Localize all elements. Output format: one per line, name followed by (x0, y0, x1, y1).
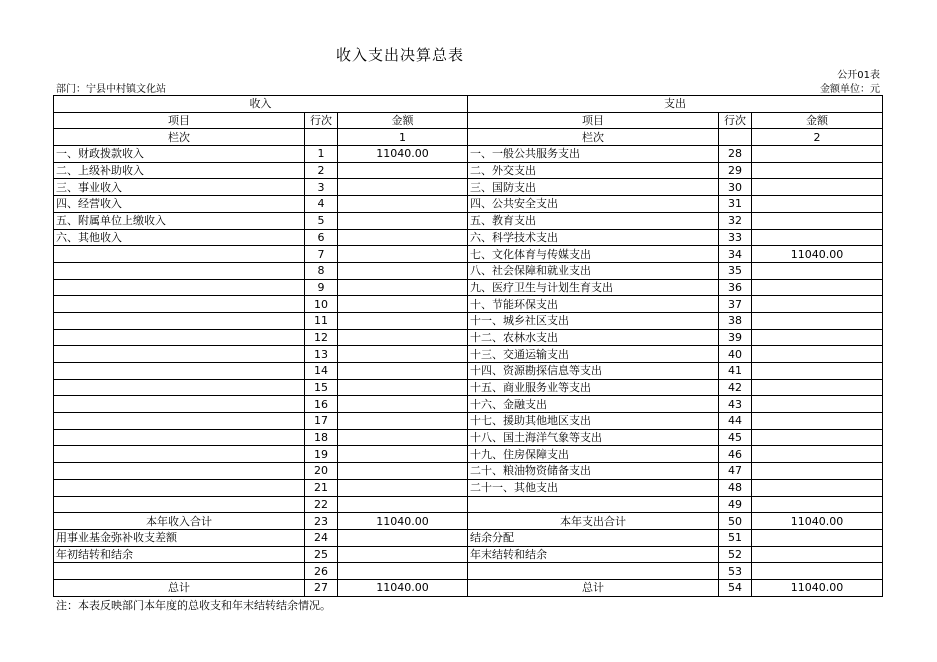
expense-amount-cell (752, 446, 883, 463)
table-row (54, 579, 883, 596)
expense-header: 支出 (468, 96, 883, 113)
unit-label: 金额单位：元 (820, 84, 880, 95)
table-row (54, 262, 883, 279)
expense-item-cell: 五、教育支出 (468, 212, 719, 229)
expense-amount-cell: 11040.00 (752, 513, 883, 530)
income-item-cell: 三、事业收入 (54, 179, 305, 196)
income-rowno-cell: 23 (305, 513, 338, 530)
income-rowno-cell: 13 (305, 346, 338, 363)
expense-amount-cell (752, 463, 883, 480)
income-rowno-cell: 26 (305, 563, 338, 580)
expense-rowno-cell: 29 (719, 162, 752, 179)
income-rowno-cell: 2 (305, 162, 338, 179)
expense-rowno-cell: 42 (719, 379, 752, 396)
expense-item-cell: 一、一般公共服务支出 (468, 146, 719, 163)
table-row (54, 279, 883, 296)
page-title: 收入支出决算总表 (335, 46, 464, 64)
expense-amount-cell: 11040.00 (752, 579, 883, 596)
department-label: 部门：宁县中村镇文化站 (56, 84, 166, 95)
expense-amount-cell (752, 179, 883, 196)
expense-rowno-cell: 36 (719, 279, 752, 296)
income-amount-cell (338, 346, 468, 363)
expense-item-cell: 二、外交支出 (468, 162, 719, 179)
expense-rowno-cell: 33 (719, 229, 752, 246)
income-item-cell: 年初结转和结余 (54, 546, 305, 563)
income-item-cell (54, 279, 305, 296)
expense-amount-cell (752, 279, 883, 296)
income-amount-cell (338, 429, 468, 446)
income-rowno-cell: 24 (305, 529, 338, 546)
expense-amount-cell (752, 429, 883, 446)
expense-item-cell: 十六、金融支出 (468, 396, 719, 413)
footnote: 注：本表反映部门本年度的总收支和年末结转结余情况。 (56, 599, 331, 612)
income-column-number: 1 (338, 129, 468, 146)
expense-rowno-cell: 38 (719, 312, 752, 329)
table-row (54, 529, 883, 546)
income-amount-cell (338, 196, 468, 213)
expense-rowno-cell: 52 (719, 546, 752, 563)
income-rowno-cell: 16 (305, 396, 338, 413)
expense-rowno-cell: 41 (719, 363, 752, 380)
income-amount-cell (338, 496, 468, 513)
income-amount-cell (338, 396, 468, 413)
income-item-cell: 总计 (54, 579, 305, 596)
expense-rowno-cell: 39 (719, 329, 752, 346)
income-rowno-cell: 6 (305, 229, 338, 246)
income-amount-cell (338, 546, 468, 563)
income-rowno-cell: 9 (305, 279, 338, 296)
expense-rowno-cell: 30 (719, 179, 752, 196)
expense-rowno-cell: 44 (719, 413, 752, 430)
expense-rowno-cell: 31 (719, 196, 752, 213)
income-amount-cell (338, 312, 468, 329)
expense-item-cell: 十八、国土海洋气象等支出 (468, 429, 719, 446)
income-rowno-cell: 4 (305, 196, 338, 213)
income-amount-cell (338, 529, 468, 546)
income-amount-cell (338, 463, 468, 480)
income-item-cell: 四、经营收入 (54, 196, 305, 213)
income-item-cell (54, 296, 305, 313)
income-column-blank (305, 129, 338, 146)
expense-amount-cell: 11040.00 (752, 246, 883, 263)
table-row (54, 146, 883, 163)
income-rowno-header: 行次 (305, 112, 338, 129)
expense-item-cell: 十九、住房保障支出 (468, 446, 719, 463)
expense-item-cell: 本年支出合计 (468, 513, 719, 530)
expense-item-cell: 二十、粮油物资储备支出 (468, 463, 719, 480)
expense-item-cell: 十五、商业服务业等支出 (468, 379, 719, 396)
income-rowno-cell: 22 (305, 496, 338, 513)
table-row (54, 312, 883, 329)
header-row-columns (54, 112, 883, 129)
income-expense-table (53, 95, 883, 597)
table-row (54, 396, 883, 413)
expense-rowno-header: 行次 (719, 112, 752, 129)
income-item-header: 项目 (54, 112, 305, 129)
income-amount-cell (338, 446, 468, 463)
expense-amount-cell (752, 346, 883, 363)
income-amount-cell (338, 379, 468, 396)
expense-item-cell: 结余分配 (468, 529, 719, 546)
income-item-cell: 二、上级补助收入 (54, 162, 305, 179)
income-rowno-cell: 10 (305, 296, 338, 313)
expense-amount-cell (752, 162, 883, 179)
income-item-cell (54, 463, 305, 480)
income-item-cell (54, 363, 305, 380)
expense-item-cell: 十三、交通运输支出 (468, 346, 719, 363)
expense-rowno-cell: 34 (719, 246, 752, 263)
income-item-cell (54, 262, 305, 279)
income-rowno-cell: 1 (305, 146, 338, 163)
income-rowno-cell: 8 (305, 262, 338, 279)
expense-item-cell: 年末结转和结余 (468, 546, 719, 563)
table-row (54, 162, 883, 179)
income-rowno-cell: 25 (305, 546, 338, 563)
income-amount-cell (338, 279, 468, 296)
income-amount-header: 金额 (338, 112, 468, 129)
income-rowno-cell: 17 (305, 413, 338, 430)
expense-rowno-cell: 28 (719, 146, 752, 163)
expense-column-number: 2 (752, 129, 883, 146)
expense-rowno-cell: 40 (719, 346, 752, 363)
expense-amount-cell (752, 529, 883, 546)
table-row (54, 563, 883, 580)
income-rowno-cell: 5 (305, 212, 338, 229)
income-column-label: 栏次 (54, 129, 305, 146)
income-item-cell (54, 446, 305, 463)
expense-item-cell: 十、节能环保支出 (468, 296, 719, 313)
expense-amount-header: 金额 (752, 112, 883, 129)
income-amount-cell: 11040.00 (338, 513, 468, 530)
expense-amount-cell (752, 196, 883, 213)
income-item-cell (54, 479, 305, 496)
expense-amount-cell (752, 379, 883, 396)
expense-item-header: 项目 (468, 112, 719, 129)
expense-item-cell: 八、社会保障和就业支出 (468, 262, 719, 279)
income-item-cell: 六、其他收入 (54, 229, 305, 246)
income-amount-cell: 11040.00 (338, 146, 468, 163)
expense-item-cell: 三、国防支出 (468, 179, 719, 196)
income-header: 收入 (54, 96, 468, 113)
income-rowno-cell: 3 (305, 179, 338, 196)
income-item-cell: 五、附属单位上缴收入 (54, 212, 305, 229)
income-rowno-cell: 27 (305, 579, 338, 596)
expense-rowno-cell: 48 (719, 479, 752, 496)
table-row (54, 496, 883, 513)
income-amount-cell (338, 162, 468, 179)
expense-column-blank (719, 129, 752, 146)
table-row (54, 479, 883, 496)
expense-rowno-cell: 49 (719, 496, 752, 513)
income-item-cell (54, 346, 305, 363)
income-item-cell (54, 329, 305, 346)
income-rowno-cell: 15 (305, 379, 338, 396)
expense-item-cell: 六、科学技术支出 (468, 229, 719, 246)
header-row-sections (54, 96, 883, 113)
income-rowno-cell: 12 (305, 329, 338, 346)
table-row (54, 246, 883, 263)
table-row (54, 446, 883, 463)
expense-item-cell: 十二、农林水支出 (468, 329, 719, 346)
income-amount-cell (338, 363, 468, 380)
expense-item-cell: 总计 (468, 579, 719, 596)
expense-rowno-cell: 51 (719, 529, 752, 546)
table-row (54, 363, 883, 380)
form-code: 公开01表 (837, 70, 880, 81)
expense-item-cell (468, 563, 719, 580)
header-row-column-index (54, 129, 883, 146)
income-item-cell (54, 396, 305, 413)
income-amount-cell (338, 479, 468, 496)
table-row (54, 229, 883, 246)
income-rowno-cell: 18 (305, 429, 338, 446)
income-amount-cell (338, 563, 468, 580)
table-row (54, 429, 883, 446)
income-item-cell (54, 379, 305, 396)
income-rowno-cell: 21 (305, 479, 338, 496)
expense-rowno-cell: 35 (719, 262, 752, 279)
income-rowno-cell: 20 (305, 463, 338, 480)
expense-item-cell: 十一、城乡社区支出 (468, 312, 719, 329)
table-row (54, 296, 883, 313)
expense-item-cell: 十四、资源勘探信息等支出 (468, 363, 719, 380)
income-amount-cell (338, 329, 468, 346)
expense-item-cell: 七、文化体育与传媒支出 (468, 246, 719, 263)
expense-amount-cell (752, 496, 883, 513)
expense-item-cell: 二十一、其他支出 (468, 479, 719, 496)
expense-amount-cell (752, 329, 883, 346)
expense-rowno-cell: 37 (719, 296, 752, 313)
table-row (54, 513, 883, 530)
income-item-cell (54, 429, 305, 446)
income-amount-cell (338, 413, 468, 430)
expense-rowno-cell: 43 (719, 396, 752, 413)
expense-item-cell: 四、公共安全支出 (468, 196, 719, 213)
income-item-cell (54, 312, 305, 329)
table-row (54, 329, 883, 346)
expense-amount-cell (752, 396, 883, 413)
income-rowno-cell: 19 (305, 446, 338, 463)
table-row (54, 179, 883, 196)
expense-amount-cell (752, 479, 883, 496)
income-rowno-cell: 7 (305, 246, 338, 263)
expense-amount-cell (752, 229, 883, 246)
income-item-cell (54, 563, 305, 580)
expense-rowno-cell: 54 (719, 579, 752, 596)
expense-rowno-cell: 47 (719, 463, 752, 480)
expense-amount-cell (752, 413, 883, 430)
income-amount-cell (338, 212, 468, 229)
expense-amount-cell (752, 546, 883, 563)
income-item-cell: 本年收入合计 (54, 513, 305, 530)
expense-rowno-cell: 46 (719, 446, 752, 463)
expense-amount-cell (752, 262, 883, 279)
income-item-cell (54, 496, 305, 513)
table-row (54, 546, 883, 563)
income-item-cell: 用事业基金弥补收支差额 (54, 529, 305, 546)
table-row (54, 413, 883, 430)
expense-rowno-cell: 32 (719, 212, 752, 229)
expense-amount-cell (752, 312, 883, 329)
income-amount-cell (338, 179, 468, 196)
income-amount-cell (338, 229, 468, 246)
table-row (54, 196, 883, 213)
income-rowno-cell: 11 (305, 312, 338, 329)
expense-amount-cell (752, 212, 883, 229)
expense-rowno-cell: 45 (719, 429, 752, 446)
expense-item-cell: 九、医疗卫生与计划生育支出 (468, 279, 719, 296)
income-amount-cell: 11040.00 (338, 579, 468, 596)
table-row (54, 379, 883, 396)
expense-rowno-cell: 50 (719, 513, 752, 530)
income-amount-cell (338, 246, 468, 263)
expense-amount-cell (752, 146, 883, 163)
expense-amount-cell (752, 563, 883, 580)
table-row (54, 212, 883, 229)
expense-amount-cell (752, 296, 883, 313)
table-row (54, 463, 883, 480)
income-amount-cell (338, 262, 468, 279)
expense-item-cell (468, 496, 719, 513)
expense-item-cell: 十七、援助其他地区支出 (468, 413, 719, 430)
table-row (54, 346, 883, 363)
expense-column-label: 栏次 (468, 129, 719, 146)
income-rowno-cell: 14 (305, 363, 338, 380)
income-amount-cell (338, 296, 468, 313)
expense-amount-cell (752, 363, 883, 380)
income-item-cell (54, 246, 305, 263)
expense-rowno-cell: 53 (719, 563, 752, 580)
income-item-cell (54, 413, 305, 430)
income-item-cell: 一、财政拨款收入 (54, 146, 305, 163)
